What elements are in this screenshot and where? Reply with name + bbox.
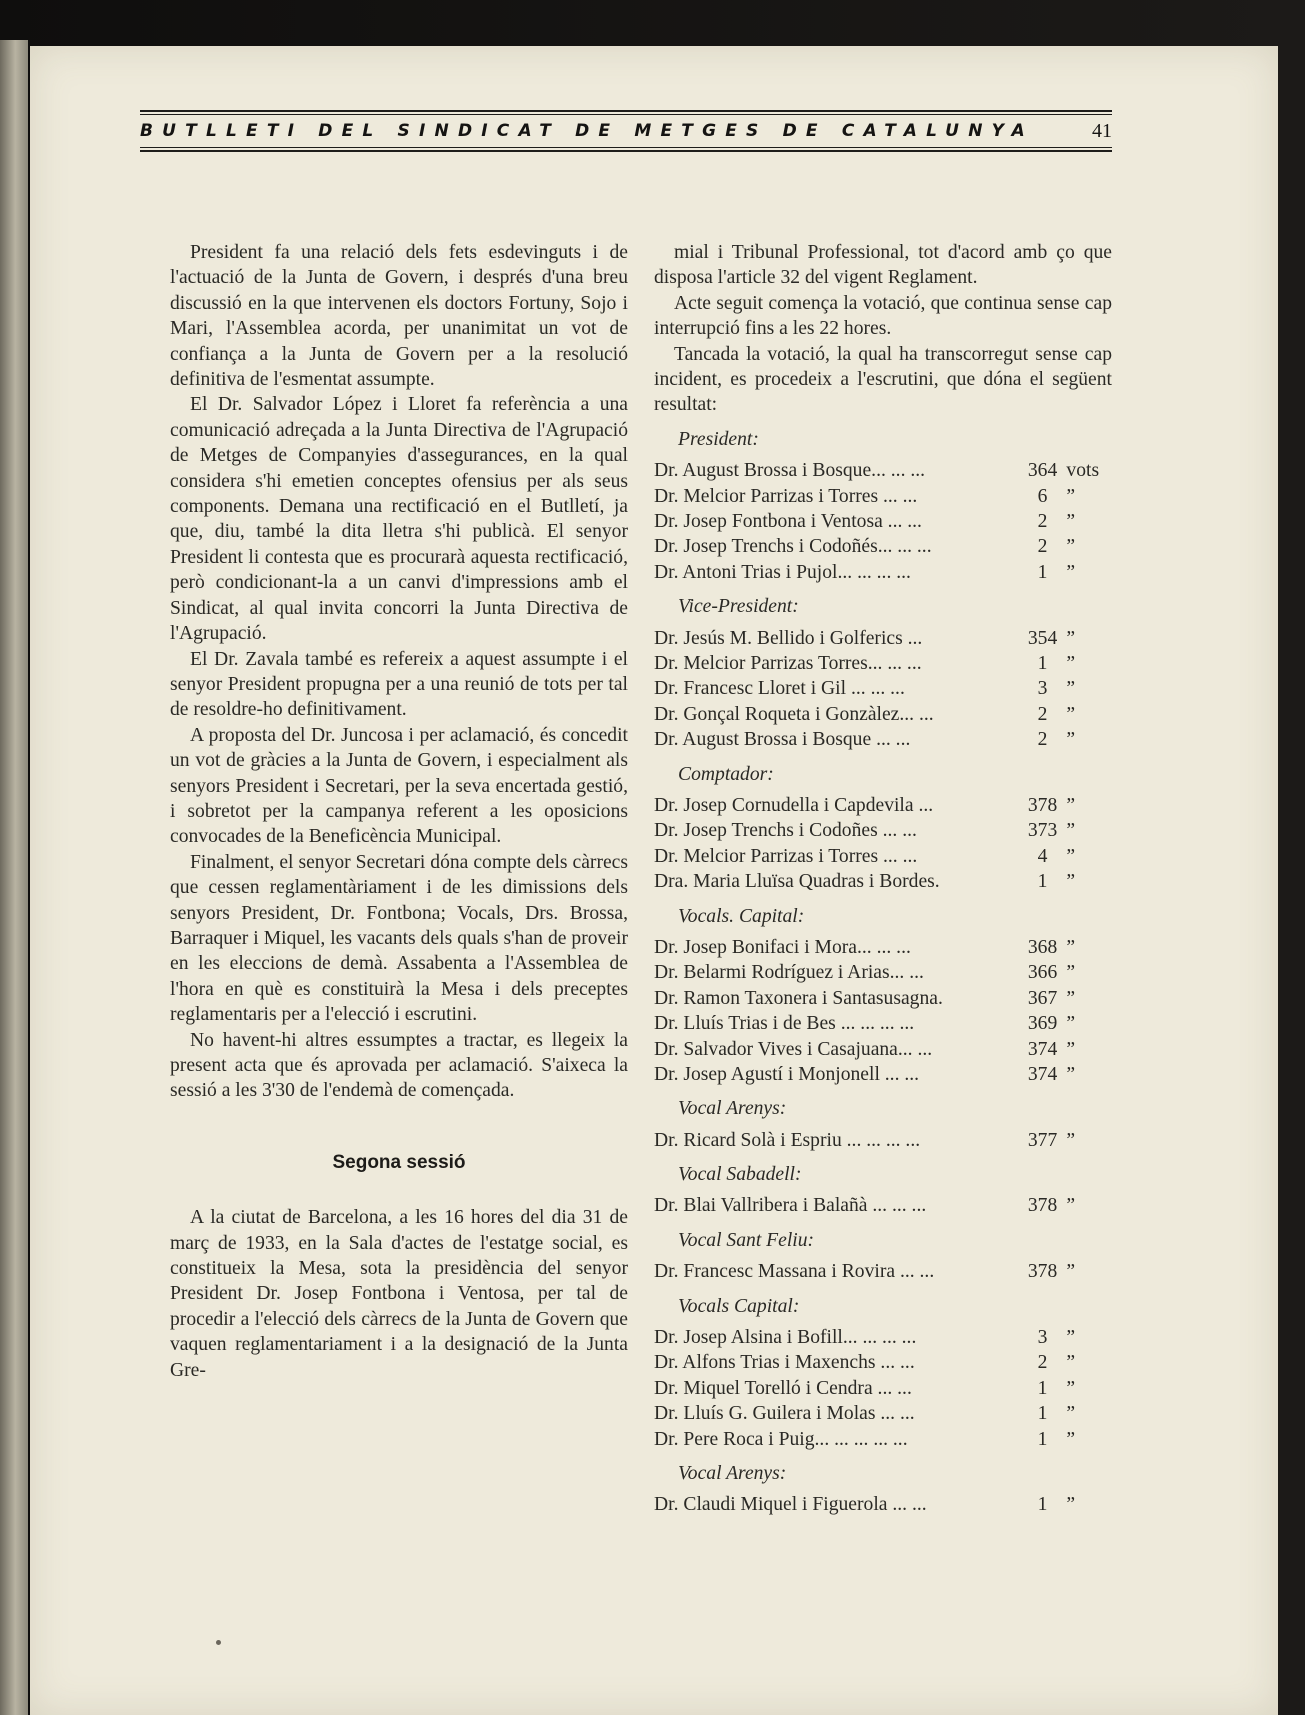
paragraph: mial i Tribunal Professional, tot d'acord amb ço que disposa l'article 32 del vigent Reglament.	[654, 242, 1112, 289]
result-entry	[654, 1376, 1112, 1401]
candidate-name: Dr. August Brossa i Bosque ... ...	[654, 729, 911, 751]
result-entry	[654, 818, 1112, 843]
result-entry	[654, 960, 1112, 985]
section-heading: Segona sessió	[332, 1151, 466, 1173]
vote-unit: ”	[1066, 936, 1076, 958]
candidate-name: Dr. Josep Trenchs i Codoñes ... ...	[654, 820, 917, 842]
header-bottom-rule-thin	[140, 147, 1112, 148]
vote-count: 1	[1037, 1377, 1048, 1399]
vote-count: 378	[1027, 794, 1058, 816]
election-results	[654, 427, 1112, 1518]
result-entry	[654, 1011, 1112, 1036]
candidate-name: Dr. Claudi Miquel i Figuerola ... ...	[654, 1494, 927, 1516]
vote-count: 378	[1027, 1195, 1058, 1217]
vote-unit: ”	[1066, 485, 1076, 507]
candidate-name: Dr. Blai Vallribera i Balañà ... ... ...	[654, 1195, 927, 1217]
candidate-name: Dr. Josep Bonifaci i Mora... ... ...	[654, 936, 911, 958]
candidate-name: Dr. Josep Alsina i Bofill... ... ... ...	[654, 1327, 917, 1349]
result-category: Vocals Capital:	[678, 1295, 800, 1317]
result-entry	[654, 484, 1112, 509]
candidate-name: Dr. Lluís G. Guilera i Molas ... ...	[654, 1403, 915, 1425]
result-entry	[654, 1350, 1112, 1375]
paragraph: A proposta del Dr. Juncosa i per aclamació, és concedit un vot de gràcies a la Junta de Govern, i especialment als senyors President i Secretari, per la seva encertada gestió, i sobretot per la campanya referent a les oposicions convocades de la Beneficència Municipal.	[170, 724, 628, 848]
candidate-name: Dr. Francesc Lloret i Gil ... ... ...	[654, 678, 905, 700]
vote-count: 378	[1027, 1261, 1058, 1283]
vote-count: 1	[1037, 1494, 1048, 1516]
candidate-name: Dr. Gonçal Roqueta i Gonzàlez... ...	[654, 703, 934, 725]
vote-unit: ”	[1066, 536, 1076, 558]
result-entry	[654, 560, 1112, 585]
candidate-name: Dr. Francesc Massana i Rovira ... ...	[654, 1261, 935, 1283]
vote-unit: ”	[1066, 1063, 1076, 1085]
result-entry	[654, 844, 1112, 869]
candidate-name: Dr. Pere Roca i Puig... ... ... ... ...	[654, 1428, 908, 1450]
paragraph: El Dr. Zavala també es refereix a aquest assumpte i el senyor President propugna per a una reunió de tots per tal de resoldre-ho definitivament.	[170, 648, 628, 721]
header-bottom-rule	[140, 150, 1112, 152]
result-entry	[654, 1062, 1112, 1087]
header-top-rule	[140, 110, 1112, 112]
vote-count: 1	[1037, 561, 1048, 583]
result-entry	[654, 1037, 1112, 1062]
result-category: Vocal Arenys:	[678, 1463, 787, 1485]
result-entry	[654, 793, 1112, 818]
result-entry	[654, 1401, 1112, 1426]
vote-count: 2	[1037, 511, 1048, 533]
candidate-name: Dr. Melcior Parrizas i Torres ... ...	[654, 485, 918, 507]
vote-unit: ”	[1066, 1013, 1076, 1035]
candidate-name: Dr. Salvador Vives i Casajuana... ...	[654, 1038, 933, 1060]
result-entry	[654, 986, 1112, 1011]
paragraph: Tancada la votació, la qual ha transcorregut sense cap incident, es procedeix a l'escrutini, que dóna el següent resultat:	[654, 343, 1112, 416]
result-category: Vocal Sabadell:	[678, 1164, 802, 1186]
candidate-name: Dr. Josep Trenchs i Codoñés... ... ...	[654, 536, 932, 558]
result-category: Comptador:	[678, 763, 774, 785]
vote-unit: ”	[1066, 561, 1076, 583]
result-entry	[654, 651, 1112, 676]
vote-unit: vots	[1066, 460, 1100, 482]
vote-count: 1	[1037, 871, 1048, 893]
previous-page-edge	[0, 40, 28, 1715]
header-row	[140, 115, 1112, 147]
result-entry	[654, 458, 1112, 483]
vote-unit: ”	[1066, 703, 1076, 725]
vote-count: 368	[1027, 936, 1058, 958]
vote-count: 374	[1027, 1063, 1058, 1085]
vote-unit: ”	[1066, 962, 1076, 984]
vote-unit: ”	[1066, 1494, 1076, 1516]
journal-title: BUTLLETI DEL SINDICAT DE METGES DE CATALUNYA	[140, 121, 1034, 141]
vote-unit: ”	[1066, 627, 1076, 649]
result-category: President:	[678, 428, 759, 450]
left-column	[170, 240, 628, 1383]
vote-count: 1	[1037, 1428, 1048, 1450]
vote-count: 366	[1027, 962, 1058, 984]
vote-count: 2	[1037, 729, 1048, 751]
page-number: 41	[1092, 119, 1112, 142]
vote-unit: ”	[1066, 1327, 1076, 1349]
vote-unit: ”	[1066, 1129, 1076, 1151]
paragraph: A la ciutat de Barcelona, a les 16 hores del dia 31 de març de 1933, en la Sala d'actes de l'estatge social, es constitueix la Mesa, sota la presidència del senyor President Dr. Josep Fontbona i Ventosa, per tal de procedir a l'elecció dels càrrecs de la Junta de Govern que vaquen reglamentariament i a la designació de la Junta Gre-	[170, 1207, 628, 1381]
candidate-name: Dr. Melcior Parrizas i Torres ... ...	[654, 845, 918, 867]
candidate-name: Dr. Josep Agustí i Monjonell ... ...	[654, 1063, 920, 1085]
candidate-name: Dr. Lluís Trias i de Bes ... ... ... ...	[654, 1013, 915, 1035]
running-header	[140, 110, 1112, 152]
candidate-name: Dr. Alfons Trias i Maxenchs ... ...	[654, 1352, 915, 1374]
vote-unit: ”	[1066, 1403, 1076, 1425]
result-entry	[654, 1325, 1112, 1350]
vote-count: 6	[1037, 485, 1048, 507]
vote-count: 2	[1037, 1352, 1048, 1374]
result-entry	[654, 702, 1112, 727]
vote-count: 3	[1037, 678, 1048, 700]
vote-count: 373	[1027, 820, 1058, 842]
vote-count: 2	[1037, 703, 1048, 725]
result-entry	[654, 1427, 1112, 1452]
vote-unit: ”	[1066, 794, 1076, 816]
vote-unit: ”	[1066, 1038, 1076, 1060]
candidate-name: Dr. Josep Cornudella i Capdevila ...	[654, 794, 934, 816]
vote-unit: ”	[1066, 1261, 1076, 1283]
candidate-name: Dr. Ricard Solà i Espriu ... ... ... ...	[654, 1129, 921, 1151]
vote-count: 1	[1037, 1403, 1048, 1425]
result-entry	[654, 626, 1112, 651]
vote-unit: ”	[1066, 845, 1076, 867]
vote-unit: ”	[1066, 511, 1076, 533]
candidate-name: Dr. Antoni Trias i Pujol... ... ... ...	[654, 561, 911, 583]
candidate-name: Dr. Miquel Torelló i Cendra ... ...	[654, 1377, 912, 1399]
vote-count: 2	[1037, 536, 1048, 558]
result-entry	[654, 676, 1112, 701]
vote-unit: ”	[1066, 1195, 1076, 1217]
candidate-name: Dr. Jesús M. Bellido i Golferics ...	[654, 627, 923, 649]
vote-unit: ”	[1066, 820, 1076, 842]
result-entry	[654, 1128, 1112, 1153]
vote-count: 367	[1027, 987, 1058, 1009]
result-category: Vocal Sant Feliu:	[678, 1229, 815, 1251]
candidate-name: Dr. August Brossa i Bosque... ... ...	[654, 460, 926, 482]
result-entry	[654, 509, 1112, 534]
ink-speck	[216, 1640, 221, 1645]
result-entry	[654, 1193, 1112, 1218]
vote-count: 364	[1027, 460, 1058, 482]
right-column	[654, 240, 1112, 1518]
candidate-name: Dr. Melcior Parrizas Torres... ... ...	[654, 653, 922, 674]
vote-unit: ”	[1066, 1377, 1076, 1399]
result-entry	[654, 1259, 1112, 1284]
vote-unit: ”	[1066, 987, 1076, 1009]
paragraph: No havent-hi altres essumptes a tractar, es llegeix la present acta que és aprovada per aclamació. S'aixeca la sessió a les 3'30 de l'endemà de començada.	[170, 1029, 628, 1102]
result-entry	[654, 727, 1112, 752]
paragraph: El Dr. Salvador López i Lloret fa referència a una comunicació adreçada a la Junta Directiva de l'Agrupació de Metges de Companyies d'assegurances, en la qual considera s'hi emetien conceptes ofensius per als seus components. Demana una rectificació en el Butlletí, ja que, diu, també la dita lletra s'hi publicà. El senyor President li contesta que es procurarà aquesta rectificació, però condicionant-la a un canvi d'impressions amb el Sindicat, al qual invita concorri la Junta Directiva de l'Agrupació.	[170, 394, 628, 645]
candidate-name: Dr. Josep Fontbona i Ventosa ... ...	[654, 511, 922, 533]
paragraph: President fa una relació dels fets esdevinguts i de l'actuació de la Junta de Govern, i després d'una breu discussió en la que intervenen els doctors Fortuny, Sojo i Mari, l'Assemblea acorda, per unanimitat un vot de confiança a la Junta de Govern per a la resolució definitiva de l'esmentat assumpte.	[170, 242, 628, 391]
result-category: Vice-President:	[678, 596, 799, 618]
candidate-name: Dr. Ramon Taxonera i Santasusagna.	[654, 987, 943, 1009]
result-entry	[654, 534, 1112, 559]
vote-count: 4	[1037, 845, 1048, 867]
candidate-name: Dra. Maria Lluïsa Quadras i Bordes.	[654, 871, 940, 893]
vote-count: 369	[1027, 1013, 1058, 1035]
paragraph: Acte seguit comença la votació, que continua sense cap interrupció fins a les 22 hores.	[654, 292, 1112, 340]
vote-count: 374	[1027, 1038, 1058, 1060]
result-entry	[654, 869, 1112, 894]
candidate-name: Dr. Belarmi Rodríguez i Arias... ...	[654, 962, 924, 984]
vote-count: 354	[1027, 627, 1058, 649]
result-entry	[654, 935, 1112, 960]
vote-count: 1	[1037, 653, 1048, 674]
vote-count: 3	[1037, 1327, 1048, 1349]
vote-unit: ”	[1066, 729, 1076, 751]
paragraph: Finalment, el senyor Secretari dóna compte dels càrrecs que cessen reglamentàriament i de les dimissions dels senyors President, Dr. Fontbona; Vocals, Drs. Brossa, Barraquer i Miquel, les vacants dels quals s'han de proveir en les eleccions de demà. Assabenta a l'Assemblea de l'hora en què es constituirà la Mesa i dels preceptes reglamentaris per a l'elecció i escrutini.	[170, 851, 628, 1026]
result-entry	[654, 1492, 1112, 1517]
result-category: Vocal Arenys:	[678, 1098, 787, 1120]
result-category: Vocals. Capital:	[678, 905, 805, 927]
vote-unit: ”	[1066, 1352, 1076, 1374]
vote-unit: ”	[1066, 678, 1076, 700]
vote-unit: ”	[1066, 871, 1076, 893]
vote-unit: ”	[1066, 1428, 1076, 1450]
vote-unit: ”	[1066, 653, 1076, 674]
vote-count: 377	[1027, 1129, 1058, 1151]
